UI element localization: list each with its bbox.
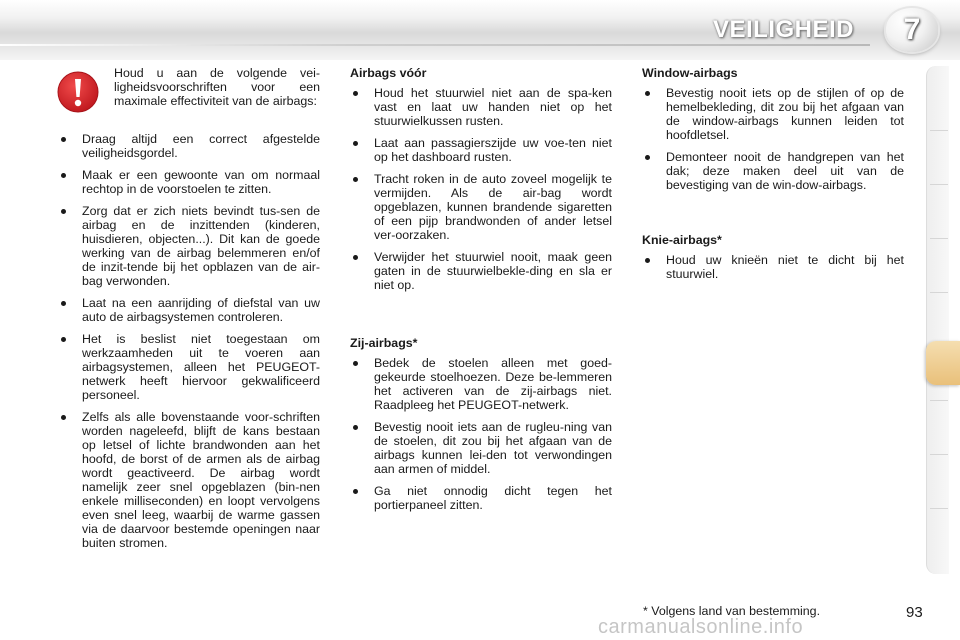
page-number: 93	[906, 604, 923, 621]
bullet-dot-icon	[645, 91, 650, 96]
chapter-tab-strip	[926, 66, 949, 574]
list-item-text: Laat aan passagierszijde uw voe-ten niet op het dashboard rusten.	[374, 136, 612, 164]
bullet-dot-icon	[61, 337, 66, 342]
tab-separator	[930, 130, 948, 131]
list-item-text: Houd uw knieën niet te dicht bij het stuurwiel.	[666, 253, 904, 281]
bullet-dot-icon	[61, 173, 66, 178]
column-general-safety	[58, 66, 320, 558]
bullet-dot-icon	[353, 425, 358, 430]
list-item-text: Demonteer nooit de handgrepen van het dak; deze maken deel uit van de bevestiging van de win-dow-airbags.	[666, 150, 904, 192]
list-item	[58, 132, 320, 160]
list-item-text: Bevestig nooit iets op de stijlen of op de hemelbekleding, dit zou bij het afgaan van de window-airbags kunnen leiden tot hoofdletsel.	[666, 86, 904, 142]
list-item-text: Maak er een gewoonte van om normaal rechtop in de voorstoelen te zitten.	[82, 168, 320, 196]
list-item-text: Het is beslist niet toegestaan om werkzaamheden uit te voeren aan airbagsystemen, alleen het PEUGEOT-netwerk heeft hiervoor gekwalificeerd personeel.	[82, 332, 320, 402]
general-safety-list	[58, 132, 320, 550]
bullet-dot-icon	[61, 301, 66, 306]
list-item-text: Tracht roken in de auto zoveel mogelijk te vermijden. Als de air-bag wordt opgeblazen, kunnen brandende sigaretten of een pijp brandwonden of ander letsel ver-oorzaken.	[374, 172, 612, 242]
list-item	[350, 86, 612, 128]
bullet-dot-icon	[353, 91, 358, 96]
warning-text: Houd u aan de volgende vei-ligheidsvoorschriften voor een maximale effectiviteit van de airbags:	[114, 66, 320, 108]
list-item	[58, 168, 320, 196]
section-spacer	[642, 200, 904, 233]
list-item-text: Bevestig nooit iets aan de rugleu-ning van de stoelen, dit zou bij het afgaan van de airbags kunnen lei-den tot verwondingen aan armen of middel.	[374, 420, 612, 476]
list-item	[58, 332, 320, 402]
column-window-knee-airbags	[642, 66, 904, 289]
knee-airbags-list	[642, 253, 904, 281]
list-item	[350, 420, 612, 476]
list-item	[350, 356, 612, 412]
bullet-dot-icon	[61, 415, 66, 420]
warning-block	[58, 66, 320, 122]
bullet-dot-icon	[353, 255, 358, 260]
window-airbags-list	[642, 86, 904, 192]
footnote: * Volgens land van bestemming.	[643, 604, 821, 618]
chapter-tab-active[interactable]	[926, 341, 960, 385]
list-item	[642, 253, 904, 281]
side-airbags-list	[350, 356, 612, 512]
list-item-text: Ga niet onnodig dicht tegen het portierpaneel zitten.	[374, 484, 612, 512]
tab-separator	[930, 400, 948, 401]
list-item	[58, 410, 320, 550]
list-item	[58, 204, 320, 288]
tab-separator	[930, 238, 948, 239]
list-item-text: Bedek de stoelen alleen met goed-gekeurde stoelhoezen. Deze be-lemmeren het activeren van de zij-airbags niet. Raadpleeg het PEUGEOT-netwerk.	[374, 356, 612, 412]
list-item	[350, 484, 612, 512]
list-item	[350, 250, 612, 292]
bullet-dot-icon	[353, 141, 358, 146]
tab-separator	[930, 292, 948, 293]
bullet-dot-icon	[353, 361, 358, 366]
list-item	[642, 150, 904, 192]
bullet-dot-icon	[645, 155, 650, 160]
tab-separator	[930, 454, 948, 455]
list-item-text: Houd het stuurwiel niet aan de spa-ken vast en laat uw handen niet op het stuurwielkussen rusten.	[374, 86, 612, 128]
tab-separator	[930, 508, 948, 509]
bullet-dot-icon	[61, 137, 66, 142]
list-item-text: Zelfs als alle bovenstaande voor-schriften worden nageleefd, blijft de kans bestaan op letsel of lichte brandwonden aan het hoofd, de borst of de armen als de airbag wordt geactiveerd. De airbag wordt namelijk zeer snel opgeblazen (bin-nen enkele milliseconden) en loopt vervolgens even snel leeg, waarbij de warme gassen via de daarvoor bestemde openingen naar buiten stromen.	[82, 410, 320, 550]
list-item-text: Verwijder het stuurwiel nooit, maak geen gaten in de stuurwielbekle-ding en sla er niet op.	[374, 250, 612, 292]
front-airbags-list	[350, 86, 612, 292]
bullet-dot-icon	[353, 489, 358, 494]
list-item	[350, 172, 612, 242]
section-spacer	[350, 300, 612, 336]
chapter-number-badge: 7	[886, 8, 938, 52]
list-item	[350, 136, 612, 164]
list-item	[642, 86, 904, 142]
exclamation-circle-icon	[56, 70, 100, 114]
bullet-dot-icon	[61, 209, 66, 214]
column-front-side-airbags	[350, 66, 612, 520]
list-item-text: Laat na een aanrijding of diefstal van uw auto de airbagsystemen controleren.	[82, 296, 320, 324]
front-airbags-heading: Airbags vóór	[350, 66, 427, 80]
tab-separator	[930, 184, 948, 185]
page-title: VEILIGHEID	[712, 16, 854, 43]
watermark: carmanualsonline.info	[598, 616, 804, 638]
knee-airbags-heading: Knie-airbags*	[642, 233, 722, 247]
list-item	[58, 296, 320, 324]
window-airbags-heading: Window-airbags	[642, 66, 738, 80]
list-item-text: Zorg dat er zich niets bevindt tus-sen de airbag en de inzittenden (kinderen, huisdieren, objecten...). Dit kan de goede werking van de airbag belemmeren en/of de inzit-tende bij het opblazen van de air-bag verwonden.	[82, 204, 320, 288]
list-item-text: Draag altijd een correct afgestelde veiligheidsgordel.	[82, 132, 320, 160]
side-airbags-heading: Zij-airbags*	[350, 336, 418, 350]
bullet-dot-icon	[645, 258, 650, 263]
bullet-dot-icon	[353, 177, 358, 182]
